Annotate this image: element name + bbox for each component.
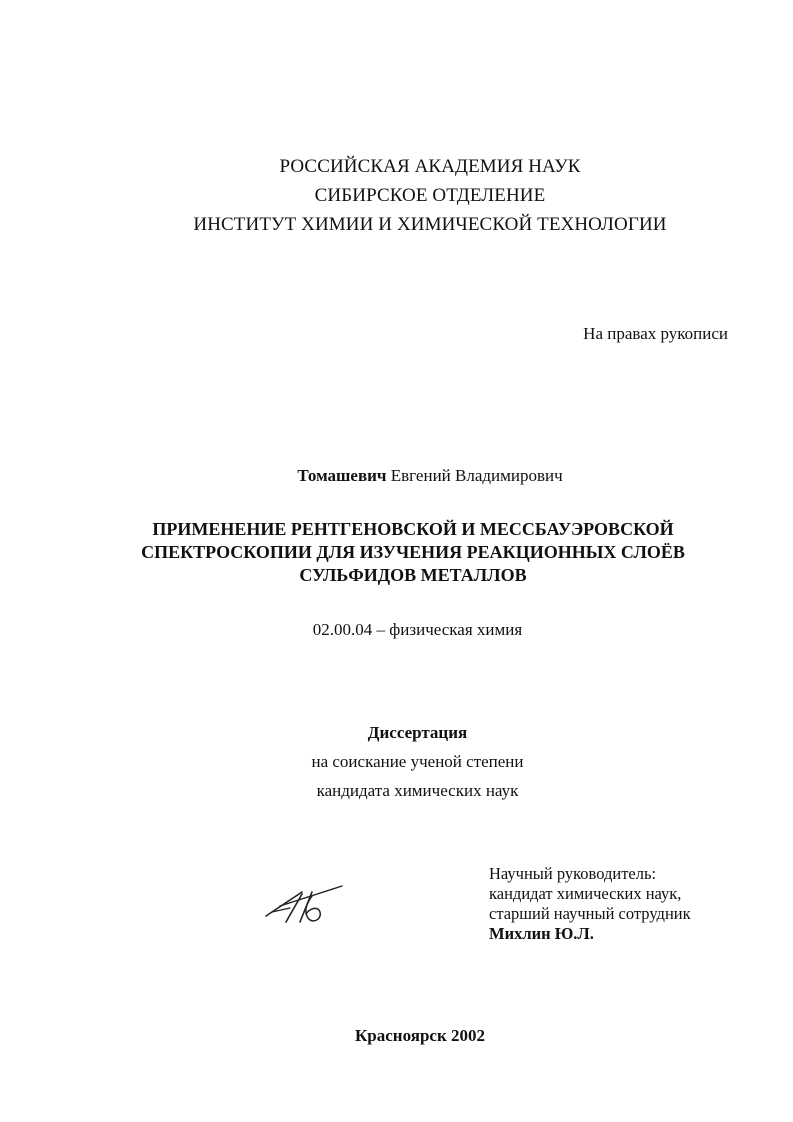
manuscript-rights-label: На правах рукописи xyxy=(583,324,728,343)
author-surname: Томашевич xyxy=(297,466,387,485)
city-year: Красноярск 2002 xyxy=(354,1026,486,1045)
academy-name: РОССИЙСКАЯ АКАДЕМИЯ НАУК xyxy=(279,156,581,177)
advisor-name: Михлин Ю.Л. xyxy=(489,924,594,943)
institution-header xyxy=(0,152,793,239)
institute-name: ИНСТИТУТ ХИМИИ И ХИМИЧЕСКОЙ ТЕХНОЛОГИИ xyxy=(193,214,667,235)
dissertation-title xyxy=(0,518,793,587)
title-line: СПЕКТРОСКОПИИ ДЛЯ ИЗУЧЕНИЯ РЕАКЦИОННЫХ СЛОЁВ xyxy=(141,542,685,562)
author-given-names: Евгений Владимирович xyxy=(390,466,563,485)
degree-line-1: на соискание ученой степени xyxy=(311,752,524,771)
branch-name: СИБИРСКОЕ ОТДЕЛЕНИЕ xyxy=(314,185,546,206)
signature-icon xyxy=(262,878,346,928)
advisor-degree: кандидат химических наук, xyxy=(489,884,682,903)
title-line: СУЛЬФИДОВ МЕТАЛЛОВ xyxy=(299,565,527,585)
advisor-position: старший научный сотрудник xyxy=(489,904,691,923)
specialty-code: 02.00.04 – физическая химия xyxy=(312,620,523,639)
title-line: ПРИМЕНЕНИЕ РЕНТГЕНОВСКОЙ И МЕССБАУЭРОВСКОЙ xyxy=(152,519,674,539)
author-name xyxy=(0,466,793,486)
advisor-role: Научный руководитель: xyxy=(489,864,657,883)
scientific-advisor xyxy=(489,864,691,944)
degree-block xyxy=(0,718,793,805)
dissertation-label: Диссертация xyxy=(367,723,468,742)
degree-line-2: кандидата химических наук xyxy=(316,781,519,800)
